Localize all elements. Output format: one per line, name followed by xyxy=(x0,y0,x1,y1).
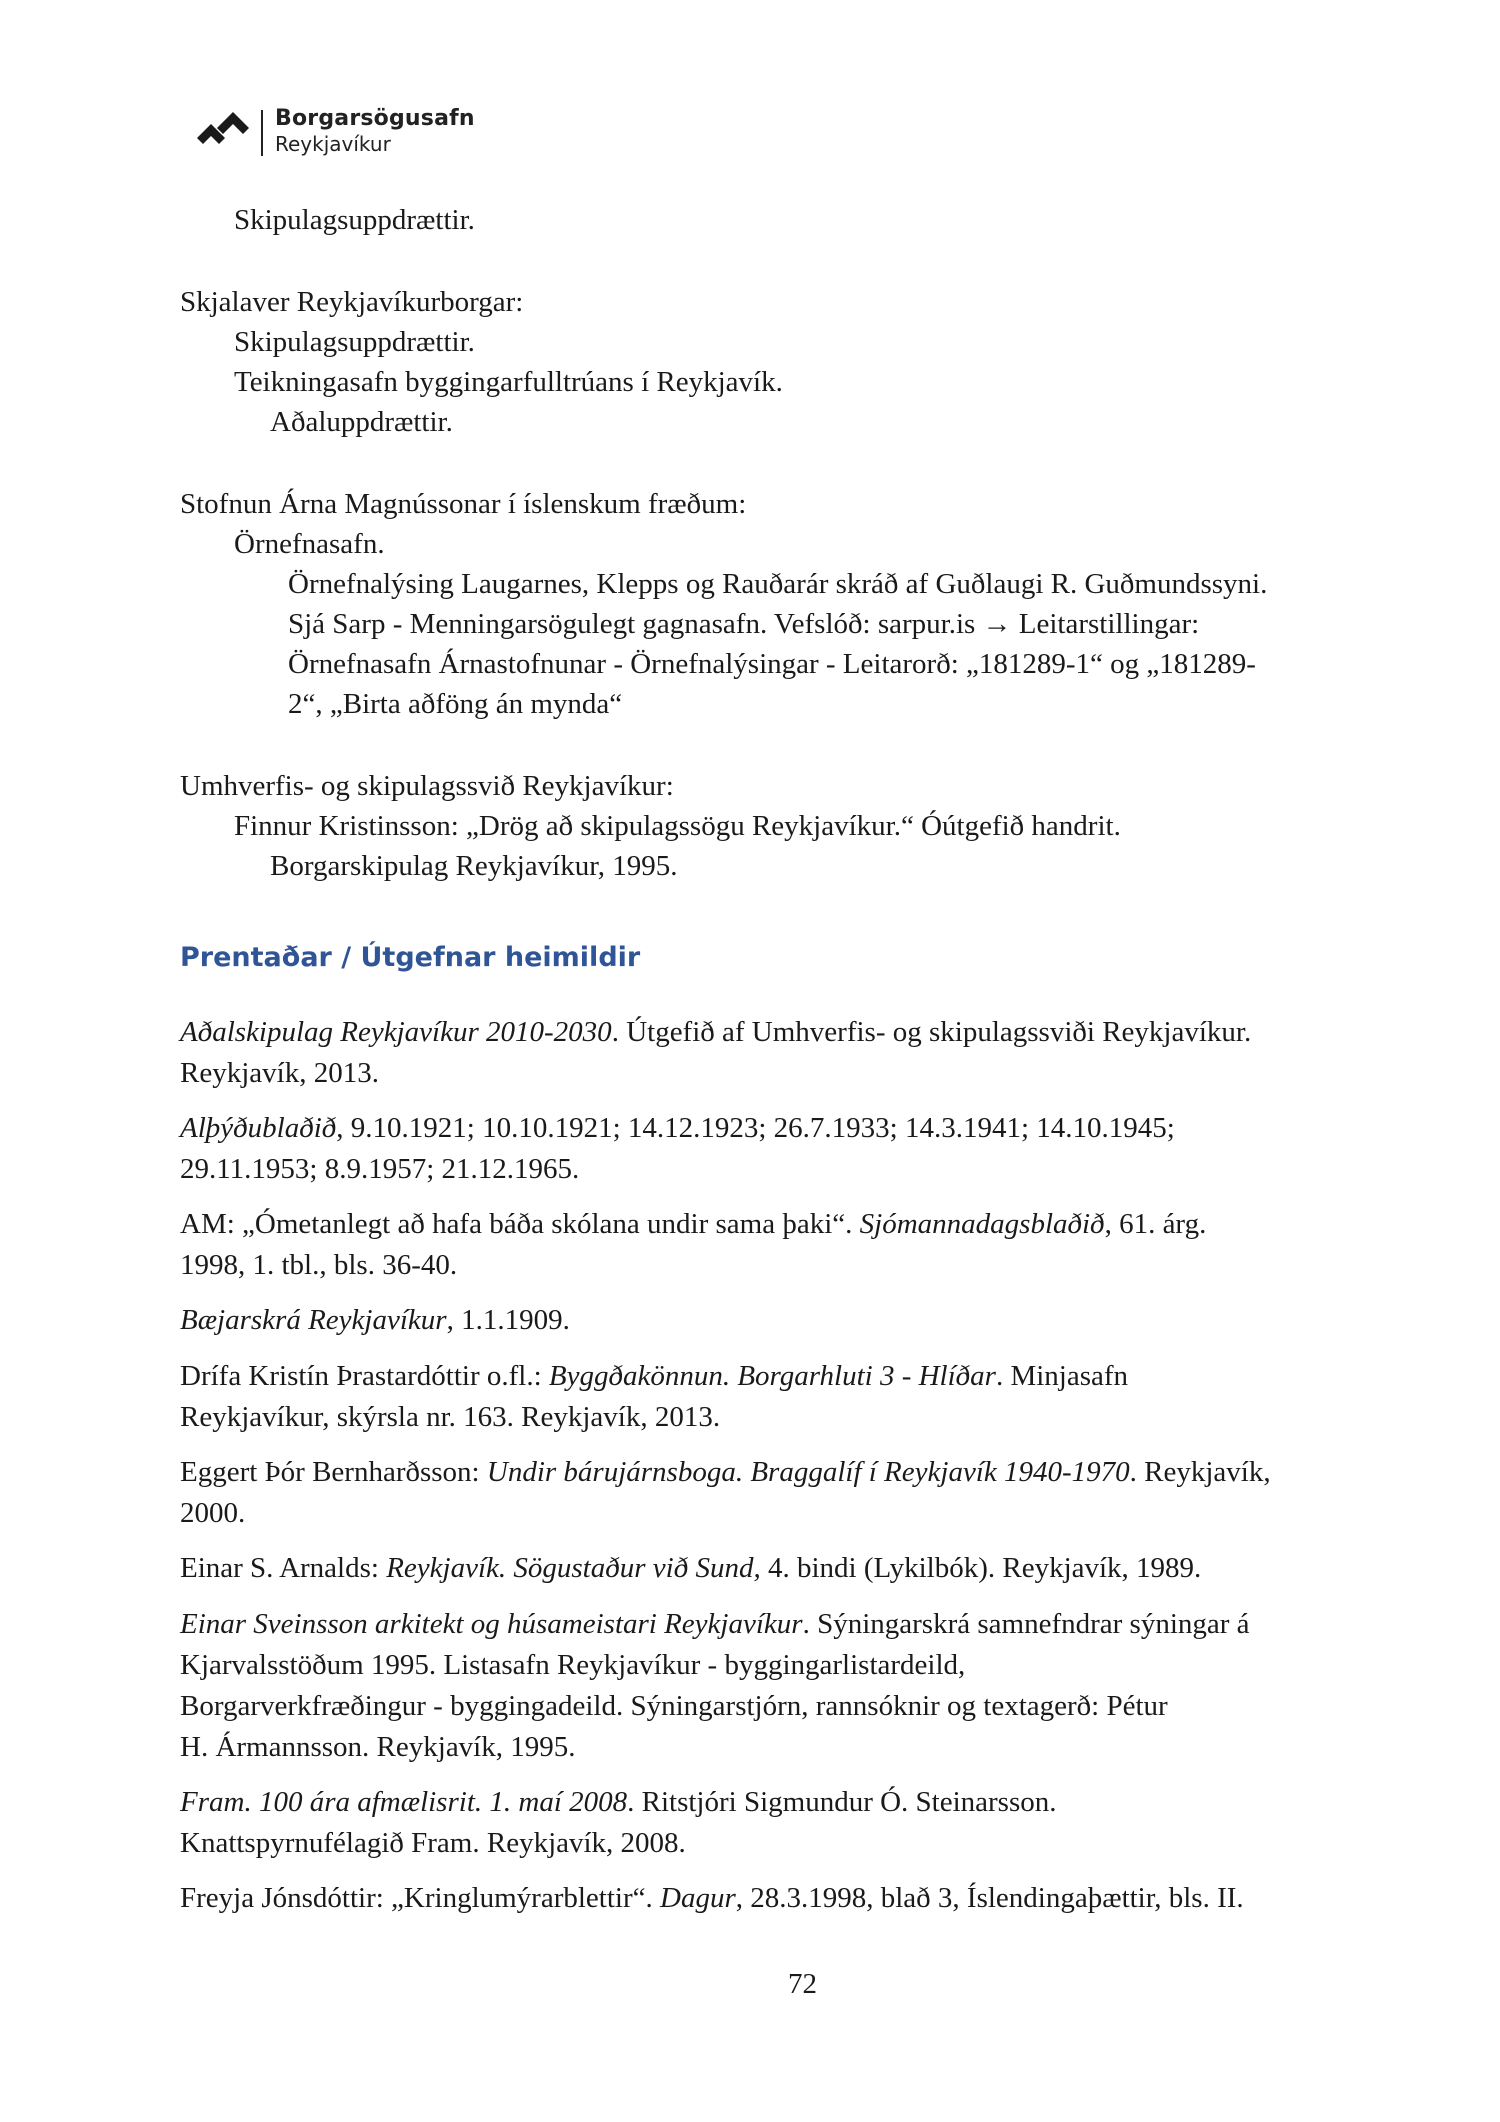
reference-entry: Freyja Jónsdóttir: „Kringlumýrarblettir“. Dagur, 28.3.1998, blað 3, Íslendingaþættir, bls. II. xyxy=(180,1882,1244,1914)
archive-group-title: Stofnun Árna Magnússonar í íslenskum fræðum: xyxy=(180,488,747,520)
reference-entry: Drífa Kristín Þrastardóttir o.fl.: Byggðakönnun. Borgarhluti 3 - Hlíðar. Minjasafn Reykjavíkur, skýrsla nr. 163. Reykjavík, 2013. xyxy=(180,1360,1129,1433)
archive-detail-line: Örnefnasafn Árnastofnunar - Örnefnalýsingar - Leitarorð: „181289-1“ og „181289- xyxy=(288,648,1256,680)
logo-name: Borgarsögusafn xyxy=(275,106,475,131)
archive-group-title: Umhverfis- og skipulagssvið Reykjavíkur: xyxy=(180,770,674,802)
archive-detail-line: Örnefnalýsing Laugarnes, Klepps og Rauðarár skráð af Guðlaugi R. Guðmundssyni. xyxy=(288,568,1268,600)
archive-item: Skipulagsuppdrættir. xyxy=(234,326,475,358)
archive-detail-line: Sjá Sarp - Menningarsögulegt gagnasafn. Vefslóð: sarpur.is → Leitarstillingar: xyxy=(288,608,1200,640)
logo-mark-icon xyxy=(195,108,251,152)
archive-detail-line: 2“, „Birta aðföng án mynda“ xyxy=(288,688,623,720)
reference-entry: Einar Sveinsson arkitekt og húsameistari Reykjavíkur. Sýningarskrá samnefndrar sýningar á Kjarvalsstöðum 1995. Listasafn Reykjavíkur - byggingarlistardeild, Borgarverkfræðingur - byggingadeild. Sýningarstjórn, rannsóknir og textagerð: Pétur H. Ármannsson. Reykjavík, 1995. xyxy=(180,1608,1250,1763)
archive-item: Teikningasafn byggingarfulltrúans í Reykjavík. xyxy=(234,366,783,398)
logo-divider xyxy=(261,110,263,156)
reference-entry: AM: „Ómetanlegt að hafa báða skólana undir sama þaki“. Sjómannadagsblaðið, 61. árg. 1998, 1. tbl., bls. 36-40. xyxy=(180,1208,1207,1281)
reference-entry: Alþýðublaðið, 9.10.1921; 10.10.1921; 14.12.1923; 26.7.1933; 14.3.1941; 14.10.1945; 29.11.1953; 8.9.1957; 21.12.1965. xyxy=(180,1112,1175,1185)
archive-group-title: Skjalaver Reykjavíkurborgar: xyxy=(180,286,524,318)
reference-entry: Eggert Þór Bernharðsson: Undir bárujárnsboga. Braggalíf í Reykjavík 1940-1970. Reykjavík, 2000. xyxy=(180,1456,1271,1529)
archive-subitem: Aðaluppdrættir. xyxy=(270,406,453,438)
logo-city: Reykjavíkur xyxy=(275,132,391,156)
archive-item: Finnur Kristinsson: „Drög að skipulagssögu Reykjavíkur.“ Óútgefið handrit. xyxy=(234,810,1121,842)
reference-entry: Einar S. Arnalds: Reykjavík. Sögustaður við Sund, 4. bindi (Lykilbók). Reykjavík, 1989. xyxy=(180,1552,1202,1584)
reference-entry: Aðalskipulag Reykjavíkur 2010-2030. Útgefið af Umhverfis- og skipulagssviði Reykjavíkur. Reykjavík, 2013. xyxy=(180,1016,1252,1089)
archive-subitem: Borgarskipulag Reykjavíkur, 1995. xyxy=(270,850,678,882)
archive-item: Örnefnasafn. xyxy=(234,528,385,560)
archive-line: Skipulagsuppdrættir. xyxy=(234,204,475,236)
reference-entry: Fram. 100 ára afmælisrit. 1. maí 2008. Ritstjóri Sigmundur Ó. Steinarsson. Knattspyrnufélagið Fram. Reykjavík, 2008. xyxy=(180,1786,1057,1859)
section-heading: Prentaðar / Útgefnar heimildir xyxy=(180,942,641,973)
page-number: 72 xyxy=(788,1968,817,2000)
reference-entry: Bæjarskrá Reykjavíkur, 1.1.1909. xyxy=(180,1304,570,1336)
